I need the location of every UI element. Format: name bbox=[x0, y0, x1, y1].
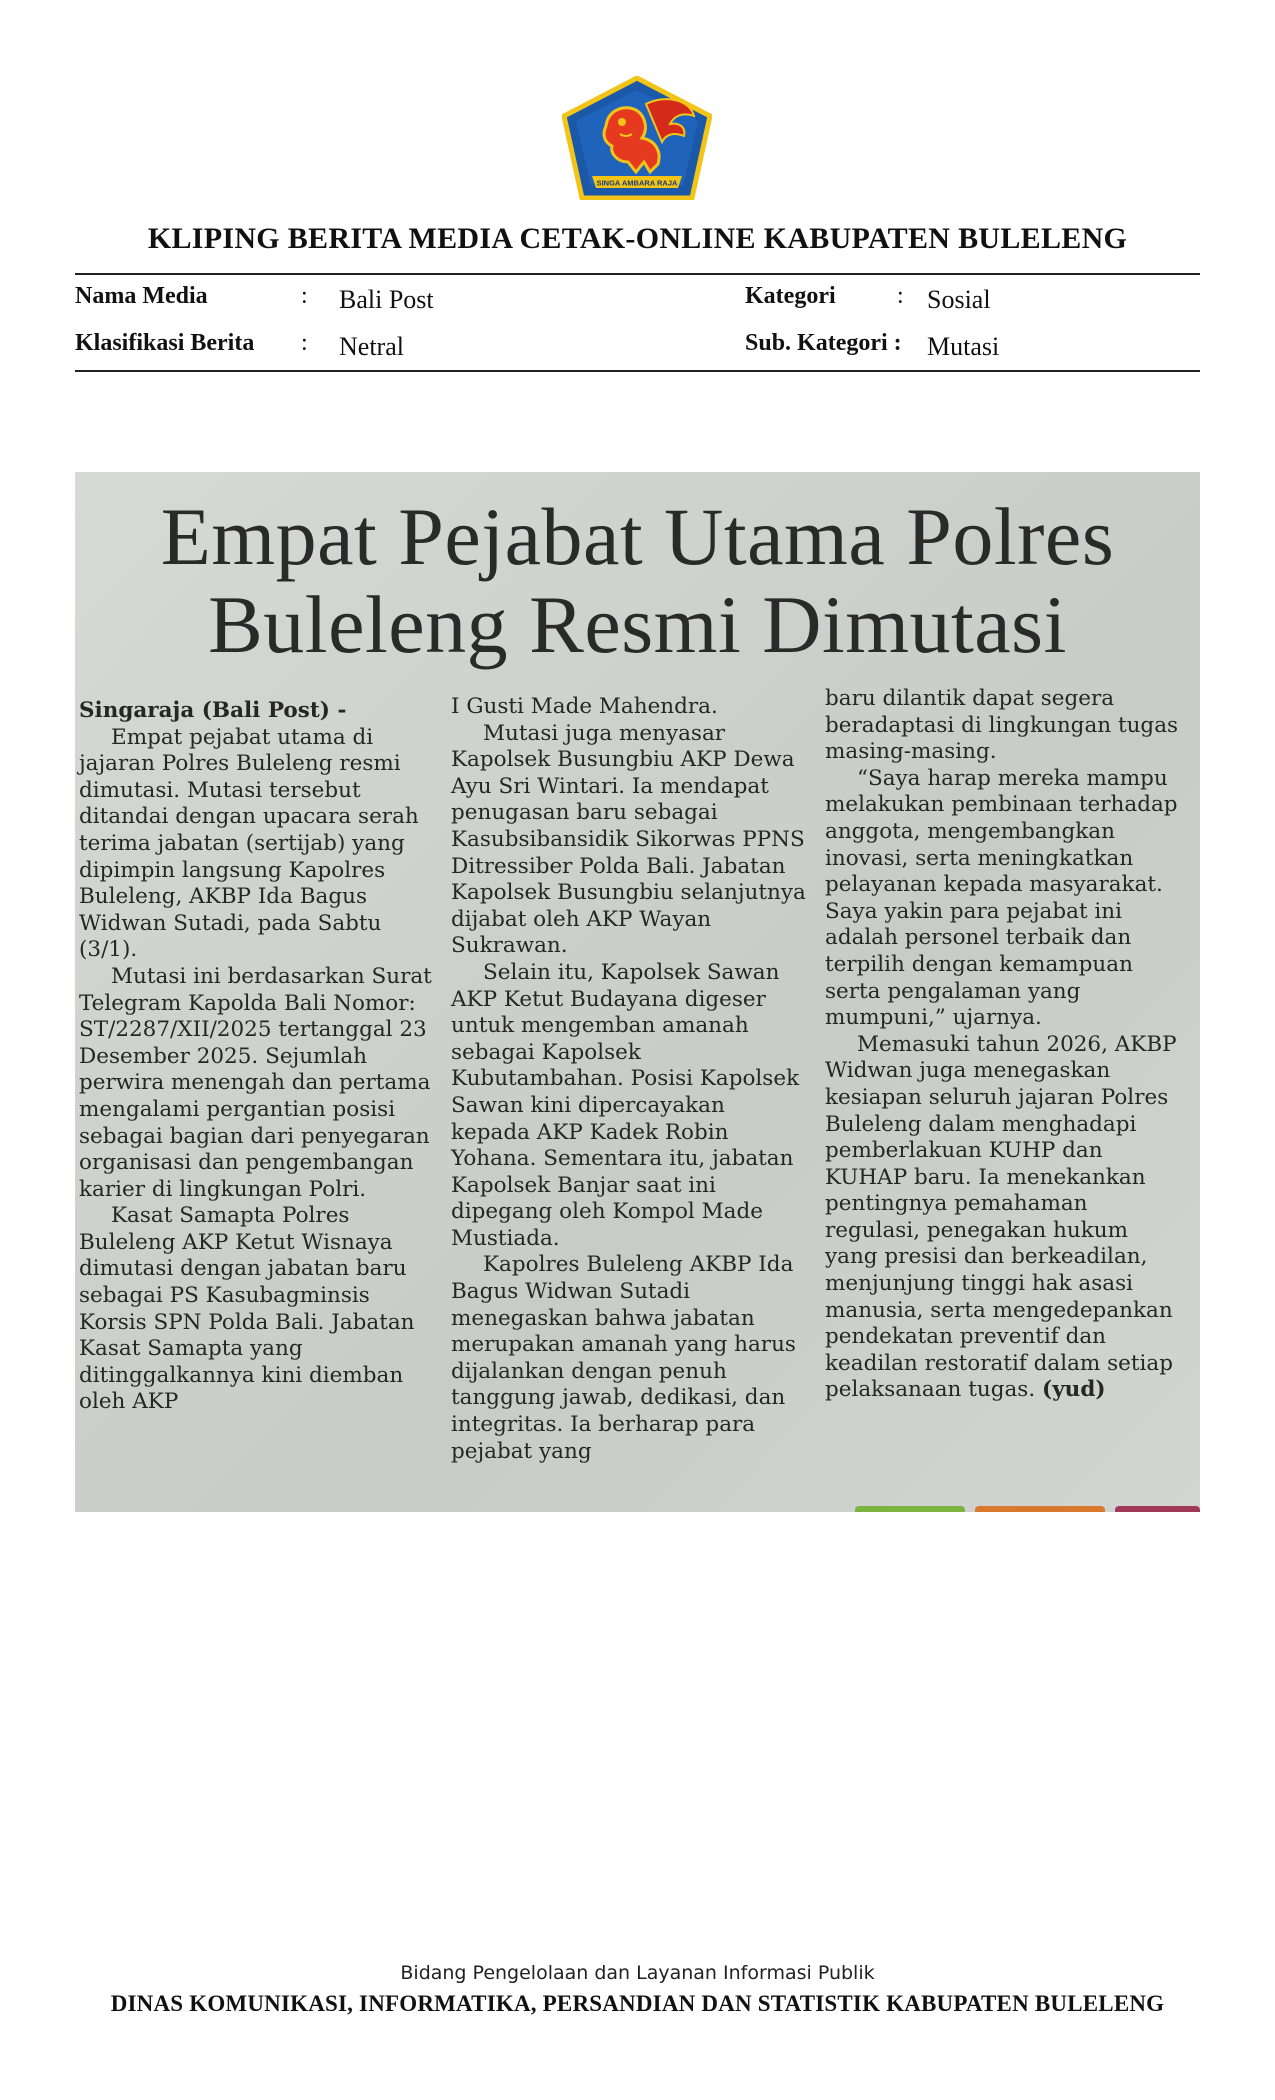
article-paragraph: “Saya harap mereka mampu melakukan pembinaan terhadap anggota, mengembangkan inovasi, serta meningkatkan pelayanan kepada masyarakat. Saya yakin para pejabat ini adalah personel terbaik dan terpilih dengan kemampuan serta pengalaman yang mumpuni,” ujarnya. bbox=[825, 765, 1178, 1031]
klasifikasi-value: Netral bbox=[339, 332, 404, 361]
article-paragraph bbox=[825, 1032, 1180, 1404]
article-column-1 bbox=[79, 698, 434, 1416]
nama-media-value: Bali Post bbox=[339, 285, 434, 314]
meta-klasifikasi bbox=[75, 330, 675, 362]
article-column-2 bbox=[451, 694, 806, 1465]
sub-kategori-label: Sub. Kategori : bbox=[745, 330, 902, 356]
klasifikasi-label: Klasifikasi Berita bbox=[75, 330, 255, 356]
article-signoff: (yud) bbox=[1042, 1377, 1106, 1403]
color-strip bbox=[1115, 1506, 1200, 1512]
article-paragraph: Kapolres Buleleng AKBP Ida Bagus Widwan Sutadi menegaskan bahwa jabatan merupakan amanah yang harus dijalankan dengan penuh tanggung jawab, dedikasi, dan integritas. Ia berharap para pejabat yang bbox=[451, 1252, 796, 1464]
article-paragraph: Mutasi juga menyasar Kapolsek Busungbiu AKP Dewa Ayu Sri Wintari. Ia mendapat penugasan baru sebagai Kasubsibansidik Sikorwas PPNS Ditressiber Polda Bali. Jabatan Kapolsek Busungbiu selanjutnya dijabat oleh AKP Wayan Sukrawan. bbox=[451, 720, 806, 959]
newspaper-clipping bbox=[75, 472, 1200, 1512]
meta-nama-media bbox=[75, 283, 675, 315]
article-column-3 bbox=[825, 686, 1180, 1404]
header-rule-top bbox=[75, 273, 1200, 275]
article-paragraph: I Gusti Made Mahendra. bbox=[451, 694, 718, 719]
color-strip bbox=[975, 1506, 1105, 1512]
logo-crest bbox=[562, 76, 712, 200]
footer-division: Bidang Pengelolaan dan Layanan Informasi Publik bbox=[400, 1962, 875, 1984]
article-paragraph: Kasat Samapta Polres Buleleng AKP Ketut Wisnaya dimutasi dengan jabatan baru sebagai PS Kasubagminsis Korsis SPN Polda Bali. Jabatan Kasat Samapta yang ditinggalkannya kini diemban oleh AKP bbox=[79, 1203, 415, 1415]
logo-motto: SINGA AMBARA RAJA bbox=[596, 178, 678, 188]
nama-media-label: Nama Media bbox=[75, 283, 208, 309]
lion-crest-shield-icon bbox=[562, 76, 712, 200]
header-rule-bottom bbox=[75, 370, 1200, 372]
article-paragraph: baru dilantik dapat segera beradaptasi di lingkungan tugas masing-masing. bbox=[825, 686, 1179, 765]
page-title: KLIPING BERITA MEDIA CETAK-ONLINE KABUPATEN BULELENG bbox=[147, 222, 1128, 255]
kategori-label: Kategori bbox=[745, 283, 836, 309]
colon: : bbox=[301, 330, 308, 356]
colon: : bbox=[301, 283, 308, 309]
meta-sub-kategori bbox=[745, 330, 1195, 362]
sub-kategori-value: Mutasi bbox=[927, 332, 1000, 361]
footer-agency: DINAS KOMUNIKASI, INFORMATIKA, PERSANDIAN DAN STATISTIK KABUPATEN BULELENG bbox=[110, 1991, 1165, 2016]
article-headline-line2: Buleleng Resmi Dimutasi bbox=[208, 579, 1067, 670]
color-strip bbox=[855, 1506, 965, 1512]
article-paragraph-text: Memasuki tahun 2026, AKBP Widwan juga menegaskan kesiapan seluruh jajaran Polres Buleleng dalam menghadapi pemberlakuan KUHP dan KUHAP baru. Ia menekankan pentingnya pemahaman regulasi, penegakan hukum yang presisi dan berkeadilan, menjunjung tinggi hak asasi manusia, serta mengedepankan pendekatan preventif dan keadilan restoratif dalam setiap pelaksanaan tugas. bbox=[825, 1031, 1177, 1403]
kategori-value: Sosial bbox=[927, 285, 991, 314]
meta-kategori bbox=[745, 283, 1195, 315]
article-paragraph: Selain itu, Kapolsek Sawan AKP Ketut Budayana digeser untuk mengemban amanah sebagai Kapolsek Kubutambahan. Posisi Kapolsek Sawan kini dipercayakan kepada AKP Kadek Robin Yohana. Sementara itu, jabatan Kapolsek Banjar saat ini dipegang oleh Kompol Made Mustiada. bbox=[451, 959, 800, 1251]
article-paragraph: Mutasi ini berdasarkan Surat Telegram Kapolda Bali Nomor: ST/2287/XII/2025 tertanggal 23 Desember 2025. Sejumlah perwira menengah dan pertama mengalami pergantian posisi sebagai bagian dari penyegaran organisasi dan pengembangan karier di lingkungan Polri. bbox=[79, 963, 432, 1202]
article-dateline: Singaraja (Bali Post) - bbox=[79, 698, 347, 723]
article-paragraph: Empat pejabat utama di jajaran Polres Buleleng resmi dimutasi. Mutasi tersebut ditandai dengan upacara serah terima jabatan (sertijab) yang dipimpin langsung Kapolres Buleleng, AKBP Ida Bagus Widwan Sutadi, pada Sabtu (3/1). bbox=[79, 724, 419, 963]
article-headline-line1: Empat Pejabat Utama Polres bbox=[160, 491, 1115, 582]
colon: : bbox=[897, 283, 904, 309]
